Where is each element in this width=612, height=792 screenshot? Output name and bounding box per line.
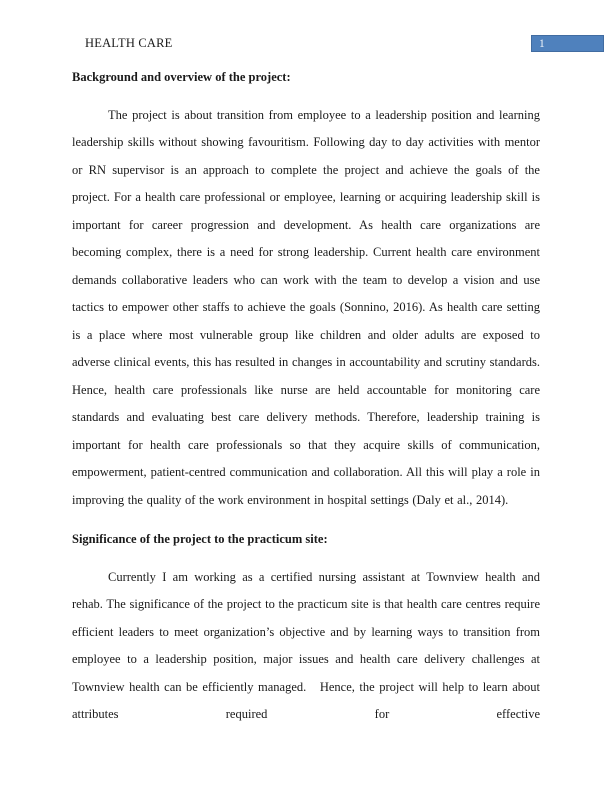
section-heading-background: Background and overview of the project: xyxy=(72,70,291,84)
page-number-badge xyxy=(531,35,604,52)
page-number: 1 xyxy=(539,38,545,50)
section-background xyxy=(72,64,540,514)
paragraph-background: The project is about transition from employee to a leadership position and learning leadership skills without showing favouritism. Following day to day activities with mentor or RN supervisor is an approach to complete the project and achieve the goals of the project. For a health care professional or employee, learning or acquiring leadership skill is important for career progression and development. As health care organizations are becoming complex, there is a need for strong leadership. Current health care environment demands collaborative leaders who can work with the team to develop a vision and use tactics to empower other staffs to achieve the goals (Sonnino, 2016). As health care setting is a place where most vulnerable group like children and older adults are exposed to adverse clinical events, this has resulted in changes in accountability and scrutiny standards. Hence, health care professionals like nurse are held accountable for monitoring care standards and evaluating best care delivery methods. Therefore, leadership training is important for health care professionals so that they acquire skills of communication, empowerment, patient-centred communication and collaboration. All this will play a role in improving the quality of the work environment in hospital settings (Daly et al., 2014). xyxy=(72,107,540,507)
section-heading-significance: Significance of the project to the practicum site: xyxy=(72,532,328,546)
paragraph-significance: Currently I am working as a certified nursing assistant at Townview health and rehab. The significance of the project to the practicum site is that health care centres require efficient leaders to meet organization’s objective and by learning ways to transition from employee to a leadership position, major issues and health care delivery challenges at Townview health can be efficiently managed. Hence, the project will help to learn about attributes required for effective xyxy=(72,569,540,721)
section-significance xyxy=(72,526,540,729)
running-head: HEALTH CARE xyxy=(85,36,173,50)
document-body xyxy=(72,64,540,729)
